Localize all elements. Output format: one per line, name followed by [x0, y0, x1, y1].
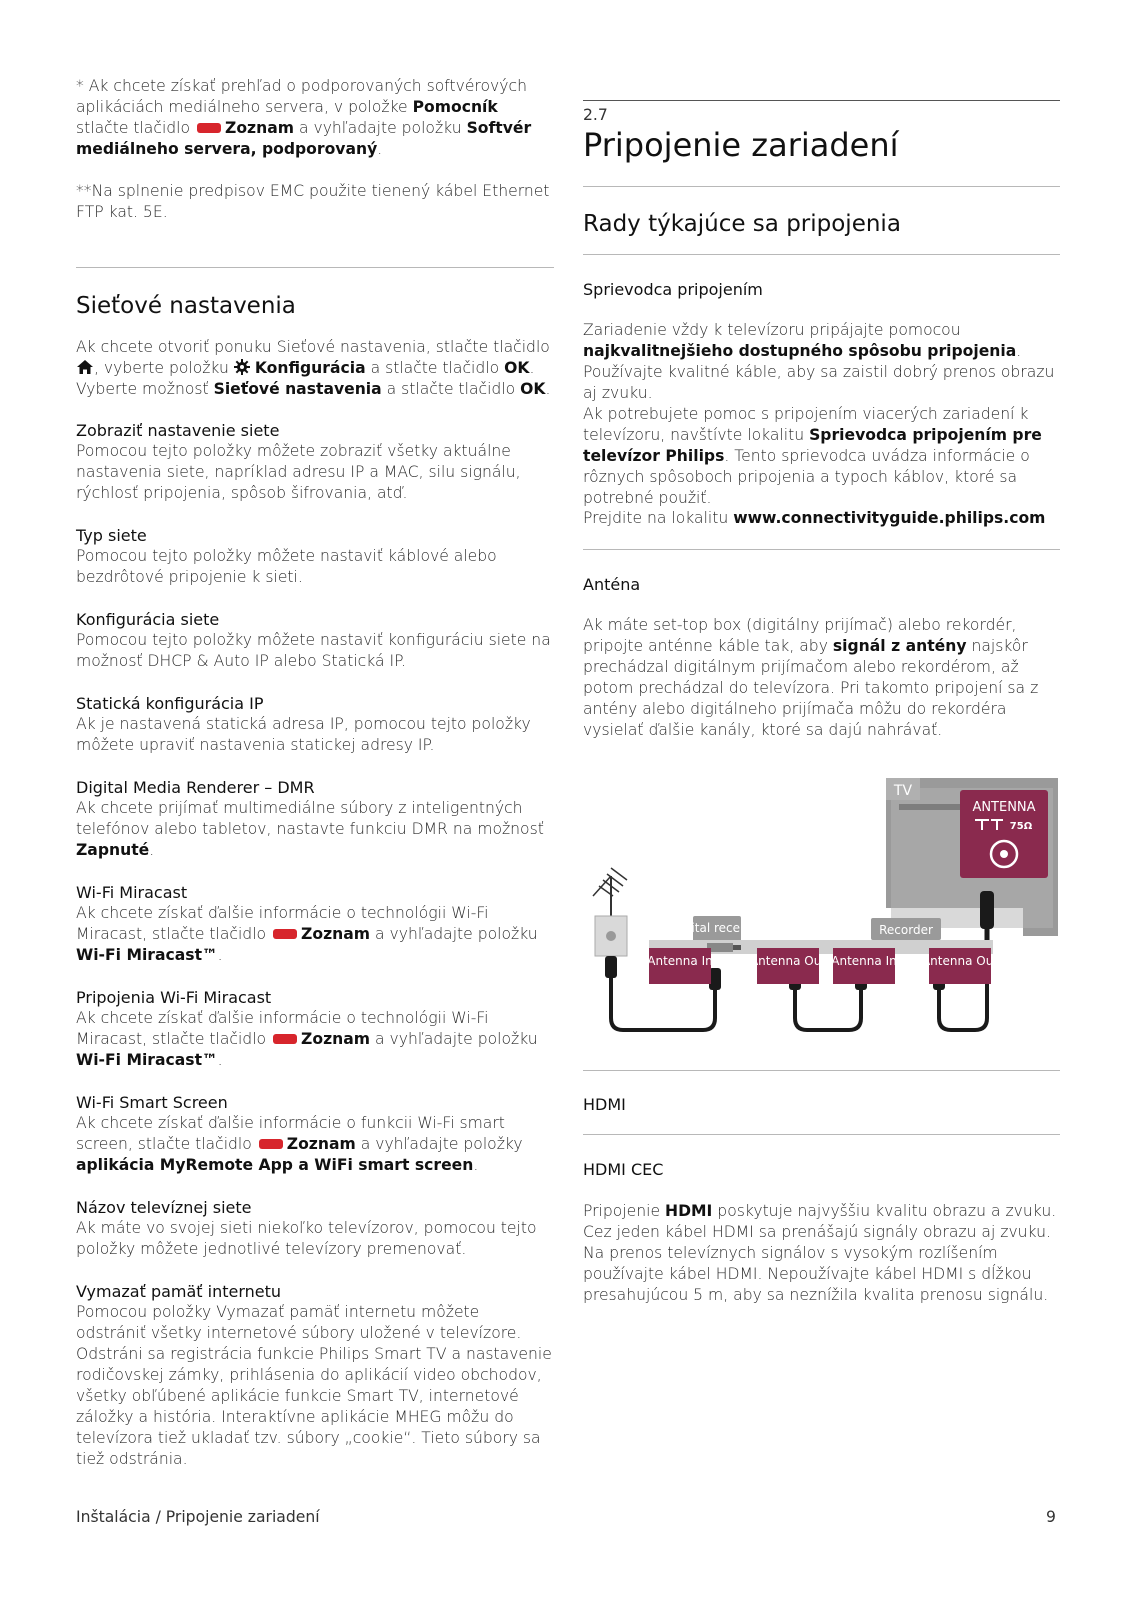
receiver-antenna-in-label: Antenna In — [647, 954, 713, 968]
page-number: 9 — [1046, 1508, 1056, 1526]
footer-breadcrumb: Inštalácia / Pripojenie zariadení — [76, 1508, 320, 1526]
divider — [583, 1070, 1060, 1071]
recorder-antenna-out-label: Antenna Out — [921, 954, 999, 968]
divider — [583, 1134, 1060, 1135]
antenna-paragraph: Ak máte set-top box (digitálny prijímač) alebo rekordér, pripojte anténne káble tak, aby signál z antény najskôr prechádzal digitálnym prijímačom alebo rekordérom, až potom prechádzal do televízora. Pri takomto pripojení sa z antény alebo digitálneho prijímača môžu do rekordéra vysielať ďalšie kanály, ktoré sa dajú nahrávať. — [583, 616, 1039, 739]
setting-item-text: Pomocou tejto položky môžete zobraziť všetky aktuálne nastavenia siete, napríklad adresu IP a MAC, silu signálu, rýchlosť pripojenia, spôsob šifrovania, atď. — [76, 442, 521, 502]
digital-receiver-label: Digital receiver — [671, 921, 763, 935]
guide-paragraph-2: Ak potrebujete pomoc s pripojením viacerých zariadení k televízoru, navštívte lokalitu Sprievodca pripojením pre televízor Philips. Tento sprievodca uvádza informácie o rôznych spôsoboch pripojenia a typoch káblov, ktoré sa potrebné použiť. — [583, 405, 1042, 507]
guide-title: Sprievodca pripojením — [583, 280, 763, 299]
chapter-number: 2.7 — [583, 106, 608, 124]
ohm-label: 75Ω — [1009, 821, 1033, 832]
setting-item-title: Konfigurácia siete — [76, 610, 220, 629]
divider — [76, 267, 554, 268]
setting-item — [76, 420, 554, 504]
setting-item — [76, 1197, 554, 1260]
setting-item-text: Ak chcete získať ďalšie informácie o technológii Wi-Fi Miracast, stlačte tlačidlo Zoznam a vyhľadajte položku Wi-Fi Miracast™. — [76, 904, 538, 964]
red-key-icon — [273, 1034, 297, 1044]
setting-item-title: Vymazať pamäť internetu — [76, 1282, 282, 1301]
red-key-icon — [197, 123, 221, 133]
guide-paragraph-3: Prejdite na lokalitu www.connectivityguide.philips.com — [583, 509, 1046, 527]
red-key-icon — [273, 929, 297, 939]
setting-item — [76, 693, 554, 756]
setting-item-title: Názov televíznej siete — [76, 1198, 252, 1217]
section-title: Sieťové nastavenia — [76, 293, 296, 319]
setting-item-text: Ak chcete získať ďalšie informácie o funkcii Wi-Fi smart screen, stlačte tlačidlo Zoznam a vyhľadajte položky aplikácia MyRemote App a WiFi smart screen. — [76, 1114, 523, 1174]
setting-item-text: Ak máte vo svojej sieti niekoľko televízorov, pomocou tejto položky môžete jednotlivé televízory premenovať. — [76, 1219, 537, 1258]
section-title: Rady týkajúce sa pripojenia — [583, 211, 901, 237]
setting-item-text: Pomocou tejto položky môžete nastaviť káblové alebo bezdrôtové pripojenie k sieti. — [76, 547, 497, 586]
antenna-title: Anténa — [583, 575, 641, 594]
cable — [939, 978, 987, 1030]
outdoor-antenna-icon — [593, 868, 627, 918]
divider — [583, 549, 1060, 550]
recorder-antenna-in-label: Antenna In — [831, 954, 897, 968]
setting-item — [76, 882, 554, 966]
guide-paragraph-1: Zariadenie vždy k televízoru pripájajte pomocou najkvalitnejšieho dostupného spôsobu pripojenia. Používajte kvalitné káble, aby sa zaistil dobrý prenos obrazu aj zvuku. — [583, 321, 1055, 402]
setting-item — [76, 777, 554, 861]
divider — [583, 100, 1060, 101]
section-intro: Ak chcete otvoriť ponuku Sieťové nastavenia, stlačte tlačidlo , vyberte položku Konfigurácia a stlačte tlačidlo OK. Vyberte možnosť Sieťové nastavenia a stlačte tlačidlo OK. — [76, 338, 551, 398]
antenna-connection-diagram — [583, 768, 1060, 1058]
cable — [611, 976, 715, 1030]
receiver-antenna-out-label: Antenna Out — [749, 954, 827, 968]
red-key-icon — [259, 1139, 283, 1149]
setting-item-title: Zobraziť nastavenie siete — [76, 421, 280, 440]
setting-item — [76, 525, 554, 588]
intro-paragraph-1: * Ak chcete získať prehľad o podporovaných softvérových aplikáciách mediálneho servera, v položke Pomocník stlačte tlačidlo Zoznam a vyhľadajte položku Softvér mediálneho servera, podporovaný. — [76, 77, 532, 158]
chapter-title: Pripojenie zariadení — [583, 126, 899, 164]
tv-label: TV — [893, 783, 913, 799]
setting-item — [76, 609, 554, 672]
hdmi-paragraph: Pripojenie HDMI poskytuje najvyššiu kvalitu obrazu a zvuku. Cez jeden kábel HDMI sa prenášajú signály obrazu aj zvuku. Na prenos televíznych signálov s vysokým rozlíšením používajte kábel HDMI. Nepoužívajte kábel HDMI s dĺžkou presahujúcou 5 m, aby sa neznížila kvalita prenosu signálu. — [583, 1202, 1057, 1304]
setting-item-text: Ak je nastavená statická adresa IP, pomocou tejto položky môžete upraviť nastavenia statickej adresy IP. — [76, 715, 531, 754]
setting-item-text: Ak chcete prijímať multimediálne súbory z inteligentných telefónov alebo tabletov, nastavte funkciu DMR na možnosť Zapnuté. — [76, 799, 544, 859]
cable — [795, 988, 861, 1030]
setting-item-title: Typ siete — [76, 526, 147, 545]
recorder-label: Recorder — [879, 923, 933, 937]
intro-paragraph-2: **Na splnenie predpisov EMC použite tienený kábel Ethernet FTP kat. 5E. — [76, 182, 550, 221]
hdmi-cec-title: HDMI CEC — [583, 1160, 664, 1179]
home-icon — [76, 359, 94, 375]
setting-item-title: Statická konfigurácia IP — [76, 694, 264, 713]
divider — [583, 186, 1060, 187]
gear-icon — [234, 359, 250, 375]
setting-item-text: Ak chcete získať ďalšie informácie o technológii Wi-Fi Miracast, stlačte tlačidlo Zoznam a vyhľadajte položku Wi-Fi Miracast™. — [76, 1009, 538, 1069]
tv-antenna-plug-icon — [980, 891, 994, 929]
antenna-badge-label: ANTENNA — [972, 800, 1036, 815]
setting-item — [76, 987, 554, 1071]
setting-item-title: Wi-Fi Smart Screen — [76, 1093, 228, 1112]
setting-item — [76, 1092, 554, 1176]
hdmi-title: HDMI — [583, 1095, 626, 1114]
divider — [583, 254, 1060, 255]
setting-item-text: Pomocou položky Vymazať pamäť internetu môžete odstrániť všetky internetové súbory uložené v televízore. Odstráni sa registrácia funkcie Philips Smart TV a nastavenie rodičovskej zámky, prihlásenia do aplikácií video obchodov, všetky obľúbené aplikácie funkcie Smart TV, internetové záložky a história. Interaktívne aplikácie MHEG môžu do televízora tiež ukladať tzv. súbory „cookie“. Tieto súbory sa tiež odstránia. — [76, 1303, 552, 1468]
connectivity-guide-link[interactable]: www.connectivityguide.philips.com — [733, 509, 1046, 527]
setting-item-text: Pomocou tejto položky môžete nastaviť konfiguráciu siete na možnosť DHCP & Auto IP alebo Statická IP. — [76, 631, 551, 670]
setting-item-title: Pripojenia Wi-Fi Miracast — [76, 988, 272, 1007]
setting-item-title: Wi-Fi Miracast — [76, 883, 188, 902]
setting-item-title: Digital Media Renderer – DMR — [76, 778, 315, 797]
setting-item — [76, 1281, 554, 1470]
